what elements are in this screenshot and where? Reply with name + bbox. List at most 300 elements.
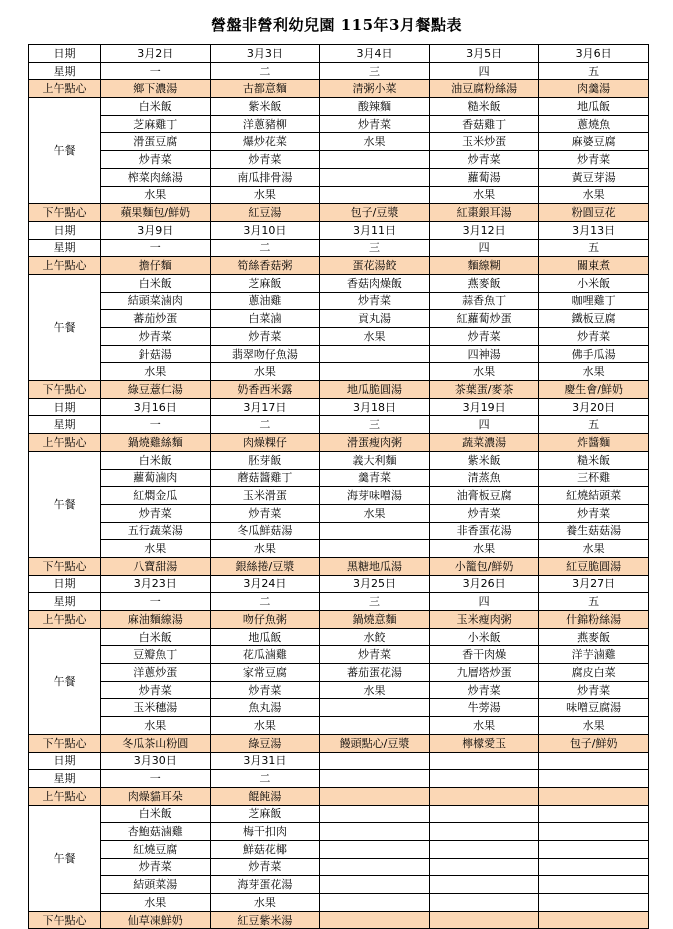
weekday-cell: 五 bbox=[539, 416, 649, 434]
date-cell: 3月2日 bbox=[101, 45, 211, 63]
lunch-cell: 蘑菇醬雞丁 bbox=[210, 469, 320, 487]
lunch-cell: 鐵板豆腐 bbox=[539, 310, 649, 328]
lunch-cell: 燕麥飯 bbox=[429, 274, 539, 292]
date-cell: 3月26日 bbox=[429, 575, 539, 593]
lunch-cell: 紫米飯 bbox=[429, 451, 539, 469]
lunch-cell: 香菇雞丁 bbox=[429, 115, 539, 133]
lunch-cell: 水果 bbox=[210, 186, 320, 204]
lunch-cell: 炒青菜 bbox=[429, 328, 539, 346]
lunch-cell: 咖哩雞丁 bbox=[539, 292, 649, 310]
am-snack-row bbox=[29, 80, 649, 98]
lunch-cell: 水果 bbox=[101, 717, 211, 735]
date-cell: 3月30日 bbox=[101, 752, 211, 770]
pm-snack-row bbox=[29, 734, 649, 752]
lunch-cell: 水果 bbox=[320, 681, 430, 699]
lunch-cell: 香菇肉燥飯 bbox=[320, 274, 430, 292]
pm-snack-cell bbox=[539, 911, 649, 929]
date-cell bbox=[539, 752, 649, 770]
lunch-cell bbox=[320, 876, 430, 894]
lunch-cell: 四神湯 bbox=[429, 345, 539, 363]
pm-snack-label: 下午點心 bbox=[29, 204, 101, 222]
pm-snack-cell: 冬瓜茶山粉圓 bbox=[101, 734, 211, 752]
lunch-cell: 芝麻雞丁 bbox=[101, 115, 211, 133]
lunch-cell: 結頭菜湯 bbox=[101, 876, 211, 894]
am-snack-cell: 麻油麵線湯 bbox=[101, 611, 211, 629]
lunch-cell: 炒青菜 bbox=[320, 646, 430, 664]
date-cell: 3月5日 bbox=[429, 45, 539, 63]
date-cell: 3月19日 bbox=[429, 398, 539, 416]
lunch-cell: 燕麥飯 bbox=[539, 628, 649, 646]
date-cell: 3月12日 bbox=[429, 221, 539, 239]
lunch-cell bbox=[429, 823, 539, 841]
lunch-row bbox=[29, 894, 649, 912]
lunch-cell: 芝麻飯 bbox=[210, 805, 320, 823]
lunch-cell bbox=[320, 186, 430, 204]
am-snack-label: 上午點心 bbox=[29, 611, 101, 629]
lunch-cell bbox=[539, 858, 649, 876]
date-cell: 3月9日 bbox=[101, 221, 211, 239]
pm-snack-cell: 紅棗銀耳湯 bbox=[429, 204, 539, 222]
am-snack-row bbox=[29, 257, 649, 275]
date-row bbox=[29, 752, 649, 770]
pm-snack-cell: 地瓜脆圓湯 bbox=[320, 381, 430, 399]
weekday-cell: 一 bbox=[101, 239, 211, 257]
lunch-cell: 水果 bbox=[429, 186, 539, 204]
lunch-cell: 爆炒花菜 bbox=[210, 133, 320, 151]
weekday-cell: 一 bbox=[101, 770, 211, 788]
lunch-row bbox=[29, 274, 649, 292]
date-row bbox=[29, 398, 649, 416]
pm-snack-row bbox=[29, 204, 649, 222]
lunch-row bbox=[29, 717, 649, 735]
am-snack-cell: 鄉下濃湯 bbox=[101, 80, 211, 98]
lunch-row bbox=[29, 522, 649, 540]
am-snack-cell: 清粥小菜 bbox=[320, 80, 430, 98]
lunch-cell bbox=[429, 840, 539, 858]
lunch-cell: 黃豆芽湯 bbox=[539, 168, 649, 186]
lunch-cell: 蕃茄炒蛋 bbox=[101, 310, 211, 328]
lunch-cell bbox=[429, 876, 539, 894]
lunch-cell bbox=[320, 151, 430, 169]
date-row bbox=[29, 575, 649, 593]
pm-snack-label: 下午點心 bbox=[29, 734, 101, 752]
am-snack-row bbox=[29, 611, 649, 629]
date-label: 日期 bbox=[29, 45, 101, 63]
date-label: 日期 bbox=[29, 221, 101, 239]
weekday-cell: 二 bbox=[210, 770, 320, 788]
pm-snack-cell: 紅豆紫米湯 bbox=[210, 911, 320, 929]
pm-snack-cell: 綠豆薏仁湯 bbox=[101, 381, 211, 399]
lunch-row bbox=[29, 98, 649, 116]
lunch-cell: 炒青菜 bbox=[101, 504, 211, 522]
lunch-row bbox=[29, 363, 649, 381]
pm-snack-row bbox=[29, 557, 649, 575]
weekday-row bbox=[29, 770, 649, 788]
lunch-cell bbox=[320, 823, 430, 841]
lunch-cell: 水果 bbox=[429, 717, 539, 735]
lunch-row bbox=[29, 115, 649, 133]
lunch-cell: 水果 bbox=[210, 363, 320, 381]
pm-snack-cell: 仙草凍鮮奶 bbox=[101, 911, 211, 929]
lunch-cell: 梅干扣肉 bbox=[210, 823, 320, 841]
am-snack-cell: 鍋燒意麵 bbox=[320, 611, 430, 629]
lunch-cell: 紅燒豆腐 bbox=[101, 840, 211, 858]
am-snack-cell: 玉米瘦肉粥 bbox=[429, 611, 539, 629]
pm-snack-cell: 檸檬愛玉 bbox=[429, 734, 539, 752]
pm-snack-cell: 蘋果麵包/鮮奶 bbox=[101, 204, 211, 222]
lunch-cell: 五行蔬菜湯 bbox=[101, 522, 211, 540]
lunch-cell: 紅燒結頭菜 bbox=[539, 487, 649, 505]
lunch-cell bbox=[320, 699, 430, 717]
pm-snack-label: 下午點心 bbox=[29, 557, 101, 575]
am-snack-cell: 關東煮 bbox=[539, 257, 649, 275]
lunch-cell: 水果 bbox=[210, 894, 320, 912]
weekday-row bbox=[29, 593, 649, 611]
lunch-cell bbox=[429, 805, 539, 823]
lunch-cell: 炒青菜 bbox=[429, 504, 539, 522]
lunch-cell: 炒青菜 bbox=[320, 292, 430, 310]
lunch-cell: 花瓜滷雞 bbox=[210, 646, 320, 664]
weekday-cell bbox=[539, 770, 649, 788]
lunch-cell: 南瓜排骨湯 bbox=[210, 168, 320, 186]
lunch-cell: 水果 bbox=[429, 540, 539, 558]
lunch-cell: 蕃茄蛋花湯 bbox=[320, 664, 430, 682]
pm-snack-cell: 黑糖地瓜湯 bbox=[320, 557, 430, 575]
pm-snack-cell: 綠豆湯 bbox=[210, 734, 320, 752]
lunch-row bbox=[29, 840, 649, 858]
lunch-cell: 紅蘿蔔炒蛋 bbox=[429, 310, 539, 328]
lunch-cell bbox=[320, 363, 430, 381]
lunch-cell: 榨菜肉絲湯 bbox=[101, 168, 211, 186]
lunch-cell: 油膏板豆腐 bbox=[429, 487, 539, 505]
lunch-row bbox=[29, 151, 649, 169]
lunch-row bbox=[29, 186, 649, 204]
lunch-row bbox=[29, 168, 649, 186]
lunch-cell: 香干肉燥 bbox=[429, 646, 539, 664]
pm-snack-cell: 饅頭點心/豆漿 bbox=[320, 734, 430, 752]
lunch-cell: 炒青菜 bbox=[429, 681, 539, 699]
lunch-cell: 結頭菜滷肉 bbox=[101, 292, 211, 310]
lunch-row bbox=[29, 628, 649, 646]
am-snack-cell: 油豆腐粉絲湯 bbox=[429, 80, 539, 98]
lunch-cell bbox=[320, 840, 430, 858]
date-cell: 3月3日 bbox=[210, 45, 320, 63]
lunch-cell: 清蒸魚 bbox=[429, 469, 539, 487]
weekday-cell: 三 bbox=[320, 593, 430, 611]
weekday-label: 星期 bbox=[29, 239, 101, 257]
lunch-cell: 小米飯 bbox=[539, 274, 649, 292]
weekday-cell: 五 bbox=[539, 62, 649, 80]
weekday-label: 星期 bbox=[29, 593, 101, 611]
lunch-cell: 白米飯 bbox=[101, 805, 211, 823]
lunch-cell: 蒜香魚丁 bbox=[429, 292, 539, 310]
date-cell: 3月10日 bbox=[210, 221, 320, 239]
lunch-cell: 麻婆豆腐 bbox=[539, 133, 649, 151]
lunch-cell bbox=[539, 840, 649, 858]
date-cell: 3月13日 bbox=[539, 221, 649, 239]
lunch-cell: 海芽蛋花湯 bbox=[210, 876, 320, 894]
weekday-cell: 三 bbox=[320, 416, 430, 434]
weekday-cell: 一 bbox=[101, 593, 211, 611]
lunch-cell: 玉米穗湯 bbox=[101, 699, 211, 717]
pm-snack-cell: 八寶甜湯 bbox=[101, 557, 211, 575]
lunch-cell: 義大利麵 bbox=[320, 451, 430, 469]
lunch-cell: 滑蛋豆腐 bbox=[101, 133, 211, 151]
lunch-row bbox=[29, 310, 649, 328]
pm-snack-cell: 紅豆湯 bbox=[210, 204, 320, 222]
pm-snack-cell bbox=[429, 911, 539, 929]
lunch-cell: 水餃 bbox=[320, 628, 430, 646]
lunch-row bbox=[29, 681, 649, 699]
weekday-cell: 五 bbox=[539, 239, 649, 257]
lunch-cell: 洋蔥炒蛋 bbox=[101, 664, 211, 682]
lunch-cell: 家常豆腐 bbox=[210, 664, 320, 682]
date-row bbox=[29, 45, 649, 63]
lunch-cell: 水果 bbox=[320, 504, 430, 522]
weekday-label: 星期 bbox=[29, 416, 101, 434]
lunch-cell: 味噌豆腐湯 bbox=[539, 699, 649, 717]
am-snack-row bbox=[29, 434, 649, 452]
weekday-cell: 二 bbox=[210, 593, 320, 611]
lunch-cell: 鮮菇花椰 bbox=[210, 840, 320, 858]
lunch-cell: 翡翠吻仔魚湯 bbox=[210, 345, 320, 363]
am-snack-cell: 古都意麵 bbox=[210, 80, 320, 98]
lunch-cell: 九層塔炒蛋 bbox=[429, 664, 539, 682]
date-cell: 3月25日 bbox=[320, 575, 430, 593]
lunch-cell: 芝麻飯 bbox=[210, 274, 320, 292]
weekday-cell bbox=[429, 770, 539, 788]
weekday-cell: 二 bbox=[210, 62, 320, 80]
weekday-cell: 四 bbox=[429, 593, 539, 611]
pm-snack-label: 下午點心 bbox=[29, 381, 101, 399]
am-snack-cell: 筍絲香菇粥 bbox=[210, 257, 320, 275]
pm-snack-cell bbox=[320, 911, 430, 929]
lunch-cell: 杏鮑菇滷雞 bbox=[101, 823, 211, 841]
pm-snack-cell: 粉圓豆花 bbox=[539, 204, 649, 222]
pm-snack-row bbox=[29, 911, 649, 929]
am-snack-label: 上午點心 bbox=[29, 787, 101, 805]
lunch-cell: 蔥燒魚 bbox=[539, 115, 649, 133]
weekday-cell: 三 bbox=[320, 239, 430, 257]
am-snack-cell bbox=[320, 787, 430, 805]
pm-snack-row bbox=[29, 381, 649, 399]
pm-snack-cell: 小籠包/鮮奶 bbox=[429, 557, 539, 575]
lunch-cell bbox=[429, 894, 539, 912]
lunch-cell: 炒青菜 bbox=[210, 504, 320, 522]
lunch-cell: 養生菇菇湯 bbox=[539, 522, 649, 540]
date-row bbox=[29, 221, 649, 239]
lunch-cell: 水果 bbox=[539, 540, 649, 558]
lunch-cell: 炒青菜 bbox=[101, 858, 211, 876]
lunch-cell: 洋蔥豬柳 bbox=[210, 115, 320, 133]
lunch-row bbox=[29, 451, 649, 469]
date-cell bbox=[320, 752, 430, 770]
page-title: 營盤非營利幼兒園 115年3月餐點表 bbox=[211, 16, 462, 34]
am-snack-cell: 蔬菜濃湯 bbox=[429, 434, 539, 452]
lunch-cell: 糙米飯 bbox=[539, 451, 649, 469]
date-cell: 3月18日 bbox=[320, 398, 430, 416]
lunch-row bbox=[29, 805, 649, 823]
lunch-cell: 炒青菜 bbox=[539, 681, 649, 699]
weekday-row bbox=[29, 239, 649, 257]
lunch-cell bbox=[320, 805, 430, 823]
am-snack-cell: 餛飩湯 bbox=[210, 787, 320, 805]
lunch-cell bbox=[539, 823, 649, 841]
lunch-cell: 腐皮白菜 bbox=[539, 664, 649, 682]
pm-snack-cell: 奶香西米露 bbox=[210, 381, 320, 399]
pm-snack-cell: 紅豆脆圓湯 bbox=[539, 557, 649, 575]
date-cell: 3月31日 bbox=[210, 752, 320, 770]
lunch-row bbox=[29, 876, 649, 894]
lunch-cell: 紅燜金瓜 bbox=[101, 487, 211, 505]
date-cell: 3月11日 bbox=[320, 221, 430, 239]
weekday-cell: 四 bbox=[429, 62, 539, 80]
lunch-cell: 水果 bbox=[101, 363, 211, 381]
lunch-cell: 海芽味噌湯 bbox=[320, 487, 430, 505]
am-snack-cell: 蛋花湯餃 bbox=[320, 257, 430, 275]
lunch-cell: 水果 bbox=[539, 363, 649, 381]
lunch-cell: 水果 bbox=[320, 328, 430, 346]
weekday-cell: 四 bbox=[429, 239, 539, 257]
lunch-cell: 針菇湯 bbox=[101, 345, 211, 363]
lunch-cell: 三杯雞 bbox=[539, 469, 649, 487]
lunch-cell: 非香蛋花湯 bbox=[429, 522, 539, 540]
lunch-row bbox=[29, 699, 649, 717]
lunch-label: 午餐 bbox=[29, 274, 101, 380]
lunch-cell: 酸辣麵 bbox=[320, 98, 430, 116]
lunch-cell bbox=[320, 540, 430, 558]
lunch-cell bbox=[539, 894, 649, 912]
am-snack-cell: 炸醬麵 bbox=[539, 434, 649, 452]
date-label: 日期 bbox=[29, 575, 101, 593]
lunch-cell: 炒青菜 bbox=[210, 858, 320, 876]
date-cell: 3月27日 bbox=[539, 575, 649, 593]
am-snack-cell: 吻仔魚粥 bbox=[210, 611, 320, 629]
lunch-cell: 水果 bbox=[101, 894, 211, 912]
pm-snack-label: 下午點心 bbox=[29, 911, 101, 929]
lunch-cell bbox=[539, 805, 649, 823]
lunch-cell: 貢丸湯 bbox=[320, 310, 430, 328]
lunch-row bbox=[29, 292, 649, 310]
lunch-cell: 白米飯 bbox=[101, 98, 211, 116]
lunch-cell: 蘿蔔滷肉 bbox=[101, 469, 211, 487]
lunch-cell: 水果 bbox=[320, 133, 430, 151]
date-cell bbox=[429, 752, 539, 770]
pm-snack-cell: 慶生會/鮮奶 bbox=[539, 381, 649, 399]
lunch-row bbox=[29, 345, 649, 363]
pm-snack-cell: 包子/豆漿 bbox=[320, 204, 430, 222]
lunch-cell: 水果 bbox=[539, 717, 649, 735]
lunch-row bbox=[29, 133, 649, 151]
lunch-cell: 炒青菜 bbox=[210, 681, 320, 699]
weekday-label: 星期 bbox=[29, 770, 101, 788]
lunch-cell: 炒青菜 bbox=[539, 504, 649, 522]
lunch-row bbox=[29, 328, 649, 346]
lunch-label: 午餐 bbox=[29, 451, 101, 557]
am-snack-cell: 肉燥貓耳朵 bbox=[101, 787, 211, 805]
lunch-cell bbox=[429, 858, 539, 876]
lunch-row bbox=[29, 664, 649, 682]
lunch-cell: 水果 bbox=[539, 186, 649, 204]
lunch-cell: 糙米飯 bbox=[429, 98, 539, 116]
lunch-cell: 地瓜飯 bbox=[539, 98, 649, 116]
date-cell: 3月16日 bbox=[101, 398, 211, 416]
lunch-cell: 水果 bbox=[101, 540, 211, 558]
lunch-cell: 小米飯 bbox=[429, 628, 539, 646]
am-snack-cell: 麵線糊 bbox=[429, 257, 539, 275]
weekday-row bbox=[29, 62, 649, 80]
lunch-cell: 豆瓣魚丁 bbox=[101, 646, 211, 664]
date-cell: 3月23日 bbox=[101, 575, 211, 593]
am-snack-cell bbox=[429, 787, 539, 805]
lunch-label: 午餐 bbox=[29, 628, 101, 734]
lunch-cell bbox=[320, 717, 430, 735]
lunch-cell: 蘿蔔湯 bbox=[429, 168, 539, 186]
lunch-cell bbox=[320, 345, 430, 363]
date-cell: 3月24日 bbox=[210, 575, 320, 593]
weekday-cell: 一 bbox=[101, 416, 211, 434]
lunch-cell: 水果 bbox=[210, 540, 320, 558]
am-snack-row bbox=[29, 787, 649, 805]
am-snack-label: 上午點心 bbox=[29, 434, 101, 452]
lunch-row bbox=[29, 487, 649, 505]
weekday-cell: 三 bbox=[320, 62, 430, 80]
am-snack-cell: 肉燥粿仔 bbox=[210, 434, 320, 452]
weekday-label: 星期 bbox=[29, 62, 101, 80]
lunch-row bbox=[29, 858, 649, 876]
lunch-cell: 炒青菜 bbox=[101, 681, 211, 699]
lunch-cell: 玉米炒蛋 bbox=[429, 133, 539, 151]
lunch-cell: 炒青菜 bbox=[210, 151, 320, 169]
lunch-label: 午餐 bbox=[29, 805, 101, 911]
weekday-cell: 一 bbox=[101, 62, 211, 80]
lunch-cell: 白米飯 bbox=[101, 274, 211, 292]
date-cell: 3月4日 bbox=[320, 45, 430, 63]
am-snack-cell: 鍋燒雞絲麵 bbox=[101, 434, 211, 452]
lunch-row bbox=[29, 469, 649, 487]
pm-snack-cell: 銀絲捲/豆漿 bbox=[210, 557, 320, 575]
lunch-cell bbox=[320, 168, 430, 186]
lunch-cell: 佛手瓜湯 bbox=[539, 345, 649, 363]
weekday-cell: 二 bbox=[210, 239, 320, 257]
date-label: 日期 bbox=[29, 752, 101, 770]
lunch-cell: 炒青菜 bbox=[210, 328, 320, 346]
lunch-cell: 洋芋滷雞 bbox=[539, 646, 649, 664]
lunch-row bbox=[29, 540, 649, 558]
date-label: 日期 bbox=[29, 398, 101, 416]
lunch-cell bbox=[320, 858, 430, 876]
weekday-cell: 二 bbox=[210, 416, 320, 434]
am-snack-label: 上午點心 bbox=[29, 257, 101, 275]
am-snack-cell: 肉羹湯 bbox=[539, 80, 649, 98]
lunch-cell: 地瓜飯 bbox=[210, 628, 320, 646]
lunch-cell: 水果 bbox=[101, 186, 211, 204]
lunch-row bbox=[29, 823, 649, 841]
weekday-cell: 五 bbox=[539, 593, 649, 611]
am-snack-label: 上午點心 bbox=[29, 80, 101, 98]
lunch-cell bbox=[539, 876, 649, 894]
lunch-cell: 白米飯 bbox=[101, 451, 211, 469]
lunch-cell: 炒青菜 bbox=[539, 328, 649, 346]
lunch-cell: 羹青菜 bbox=[320, 469, 430, 487]
lunch-cell: 水果 bbox=[210, 717, 320, 735]
am-snack-cell: 什錦粉絲湯 bbox=[539, 611, 649, 629]
lunch-cell: 炒青菜 bbox=[101, 328, 211, 346]
lunch-cell: 蔥油雞 bbox=[210, 292, 320, 310]
pm-snack-cell: 茶葉蛋/麥茶 bbox=[429, 381, 539, 399]
lunch-cell: 白菜滷 bbox=[210, 310, 320, 328]
lunch-cell: 炒青菜 bbox=[429, 151, 539, 169]
